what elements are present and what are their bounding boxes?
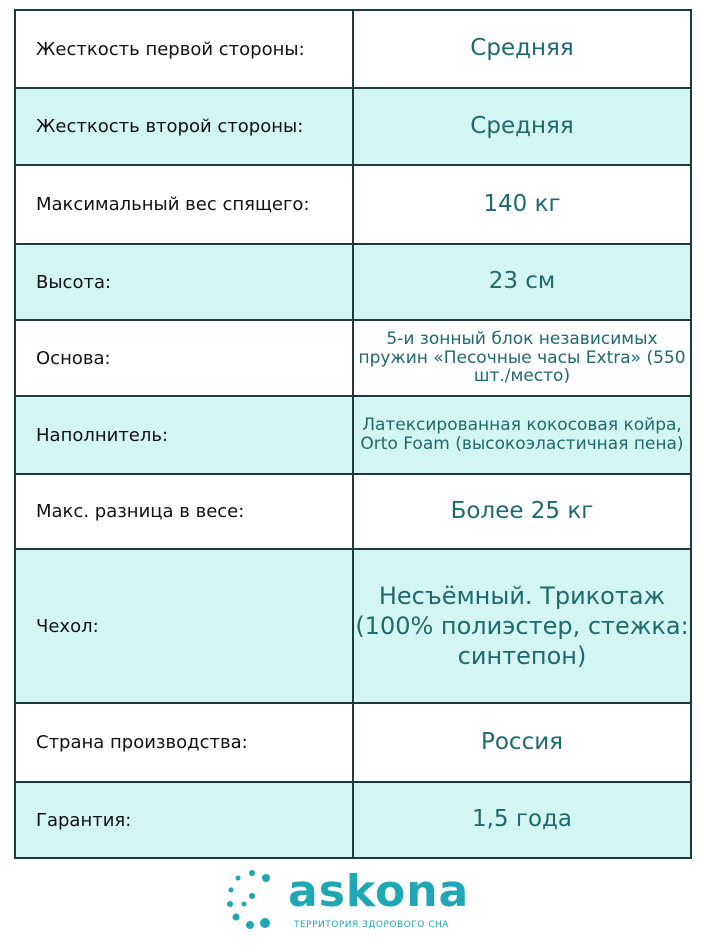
spec-label: Гарантия: [15,782,353,858]
spec-row [15,782,691,858]
spec-label: Жесткость первой стороны: [15,10,353,88]
brand-name: askona [288,866,470,917]
spec-label: Высота: [15,244,353,320]
spec-value: Несъёмный. Трикотаж (100% полиэстер, стежка: синтепон) [353,549,691,703]
spec-label: Макс. разница в весе: [15,474,353,549]
spec-row [15,320,691,396]
spec-label: Основа: [15,320,353,396]
spec-label: Максимальный вес спящего: [15,165,353,244]
spec-table [14,9,692,859]
spec-row [15,474,691,549]
spec-value: 23 см [353,244,691,320]
spec-value: Средняя [353,88,691,165]
spec-value: 140 кг [353,165,691,244]
spec-row [15,244,691,320]
spec-row [15,10,691,88]
spec-label: Чехол: [15,549,353,703]
spec-value: Россия [353,703,691,782]
brand-tagline: ТЕРРИТОРИЯ ЗДОРОВОГО СНА [294,920,449,930]
spec-label: Жесткость второй стороны: [15,88,353,165]
spec-row [15,88,691,165]
spec-label: Наполнитель: [15,396,353,474]
spec-value: Латексированная кокосовая койра, Orto Foam (высокоэластичная пена) [353,396,691,474]
spec-label: Страна производства: [15,703,353,782]
spec-row [15,549,691,703]
spec-value: 5-и зонный блок независимых пружин «Песочные часы Extra» (550 шт./место) [353,320,691,396]
dots-logo-icon [222,868,286,932]
spec-value: Более 25 кг [353,474,691,549]
spec-row [15,165,691,244]
spec-value: 1,5 года [353,782,691,858]
spec-row [15,396,691,474]
askona-logo [222,868,482,938]
spec-value: Средняя [353,10,691,88]
spec-row [15,703,691,782]
